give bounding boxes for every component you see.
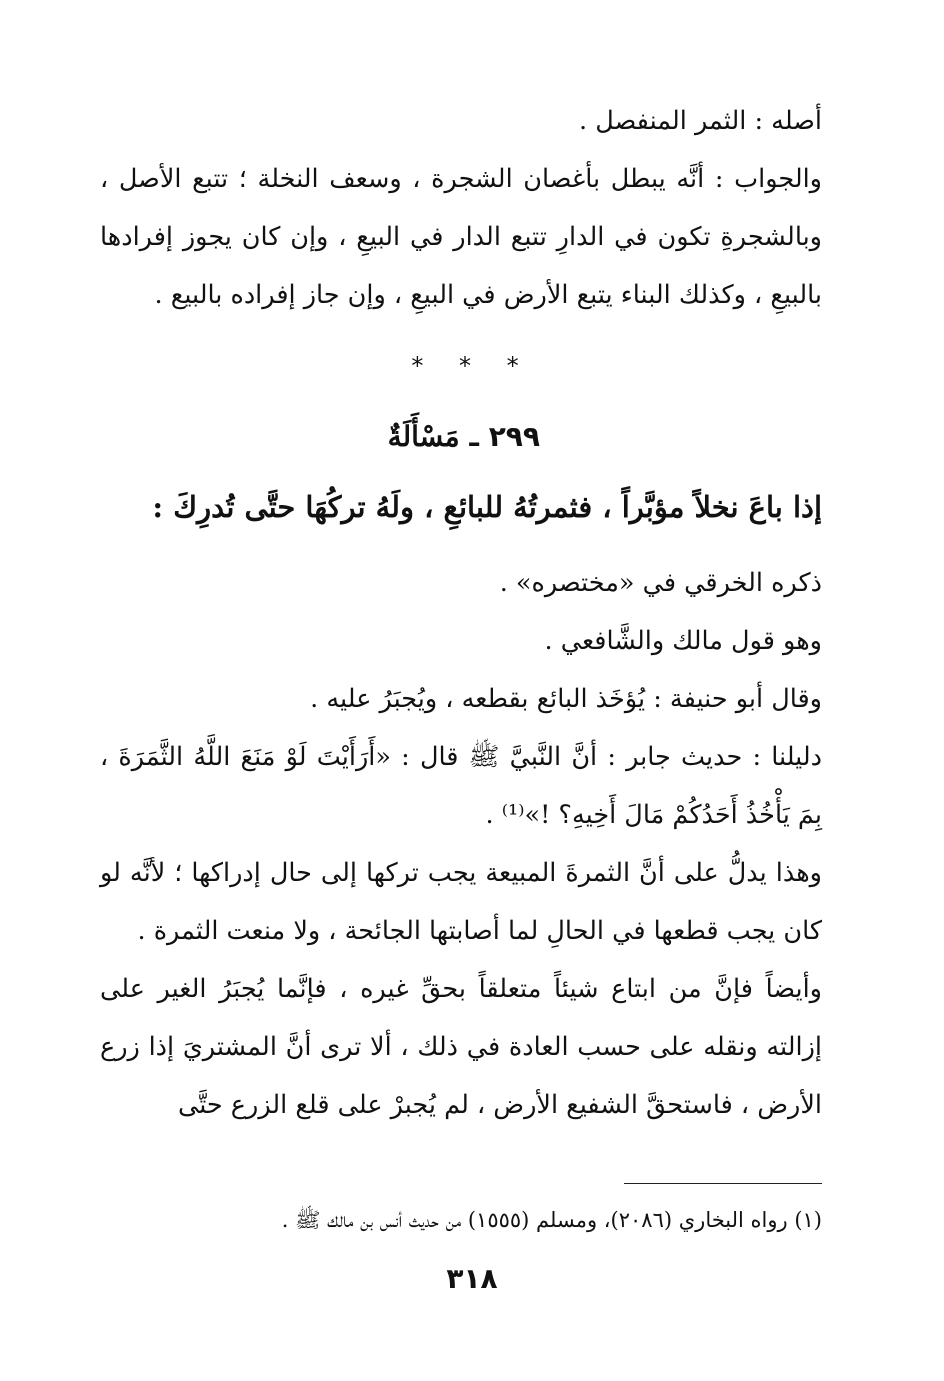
issue-heading bbox=[100, 420, 540, 453]
paragraph: وقال أبو حنيفة : يُؤخَذ البائع بقطعه ، ويُجبَرُ عليه . bbox=[310, 684, 822, 714]
page-number: ٣١٨ bbox=[446, 1262, 498, 1295]
paragraph: دليلنا : حديث جابر : أنَّ النَّبيَّ ﷺ قال : «أَرَأَيْتَ لَوْ مَنَعَ اللَّهُ الثَّمَرَةَ ، بِمَ يَأْخُذُ أَحَدُكُمْ مَالَ أَخِيهِ؟ !»⁽¹⁾ . bbox=[100, 742, 822, 830]
footnote-divider bbox=[624, 1183, 822, 1184]
paragraph: وهذا يدلُّ على أنَّ الثمرةَ المبيعة يجب تركها إلى حال إدراكها ؛ لأنَّه لو كان يجب قطعها في الحالِ لما أصابتها الجائحة ، ولا منعت الثمرة . bbox=[100, 858, 822, 946]
issue-number: ٢٩٩ ـ bbox=[469, 420, 540, 453]
paragraph: وأيضاً فإنَّ من ابتاع شيئاً متعلقاً بحقِّ غيره ، فإنَّما يُجبَرُ الغير على إزالته ونقله على حسب العادة في ذلك ، ألا ترى أنَّ المشتريَ إذا زرع الأرض ، فاستحقَّ الشفيع الأرض ، لم يُجبرْ على قلع الزرع حتَّى bbox=[100, 974, 822, 1120]
paragraph: أصله : الثمر المنفصل . bbox=[579, 106, 822, 136]
section-separator: * * * bbox=[411, 352, 533, 380]
footnote: (١) رواه البخاري (٢٠٨٦)، ومسلم (١٥٥٥) من حديث أنس بن مالك ﷺ . bbox=[281, 1208, 822, 1232]
top-section bbox=[100, 92, 822, 324]
paragraph: ذكره الخرقي في «مختصره» . bbox=[499, 568, 822, 598]
issue-label: مَسْأَلَةٌ bbox=[387, 420, 460, 453]
paragraph: وهو قول مالك والشَّافعي . bbox=[544, 626, 822, 656]
issue-ruling: إذا باعَ نخلاً مؤبَّراً ، فثمرتُهُ للبائعِ ، ولَهُ تركُهَا حتَّى تُدرِكَ : bbox=[152, 490, 822, 524]
paragraph: والجواب : أنَّه يبطل بأغصان الشجرة ، وسعف النخلة ؛ تتبع الأصل ، وبالشجرةِ تكون في الدارِ تتبع الدار في البيعِ ، وإن كان يجوز إفرادها بالبيعِ ، وكذلك البناء يتبع الأرض في البيعِ ، وإن جاز إفراده بالبيع . bbox=[100, 164, 822, 310]
body-section bbox=[100, 554, 822, 1134]
